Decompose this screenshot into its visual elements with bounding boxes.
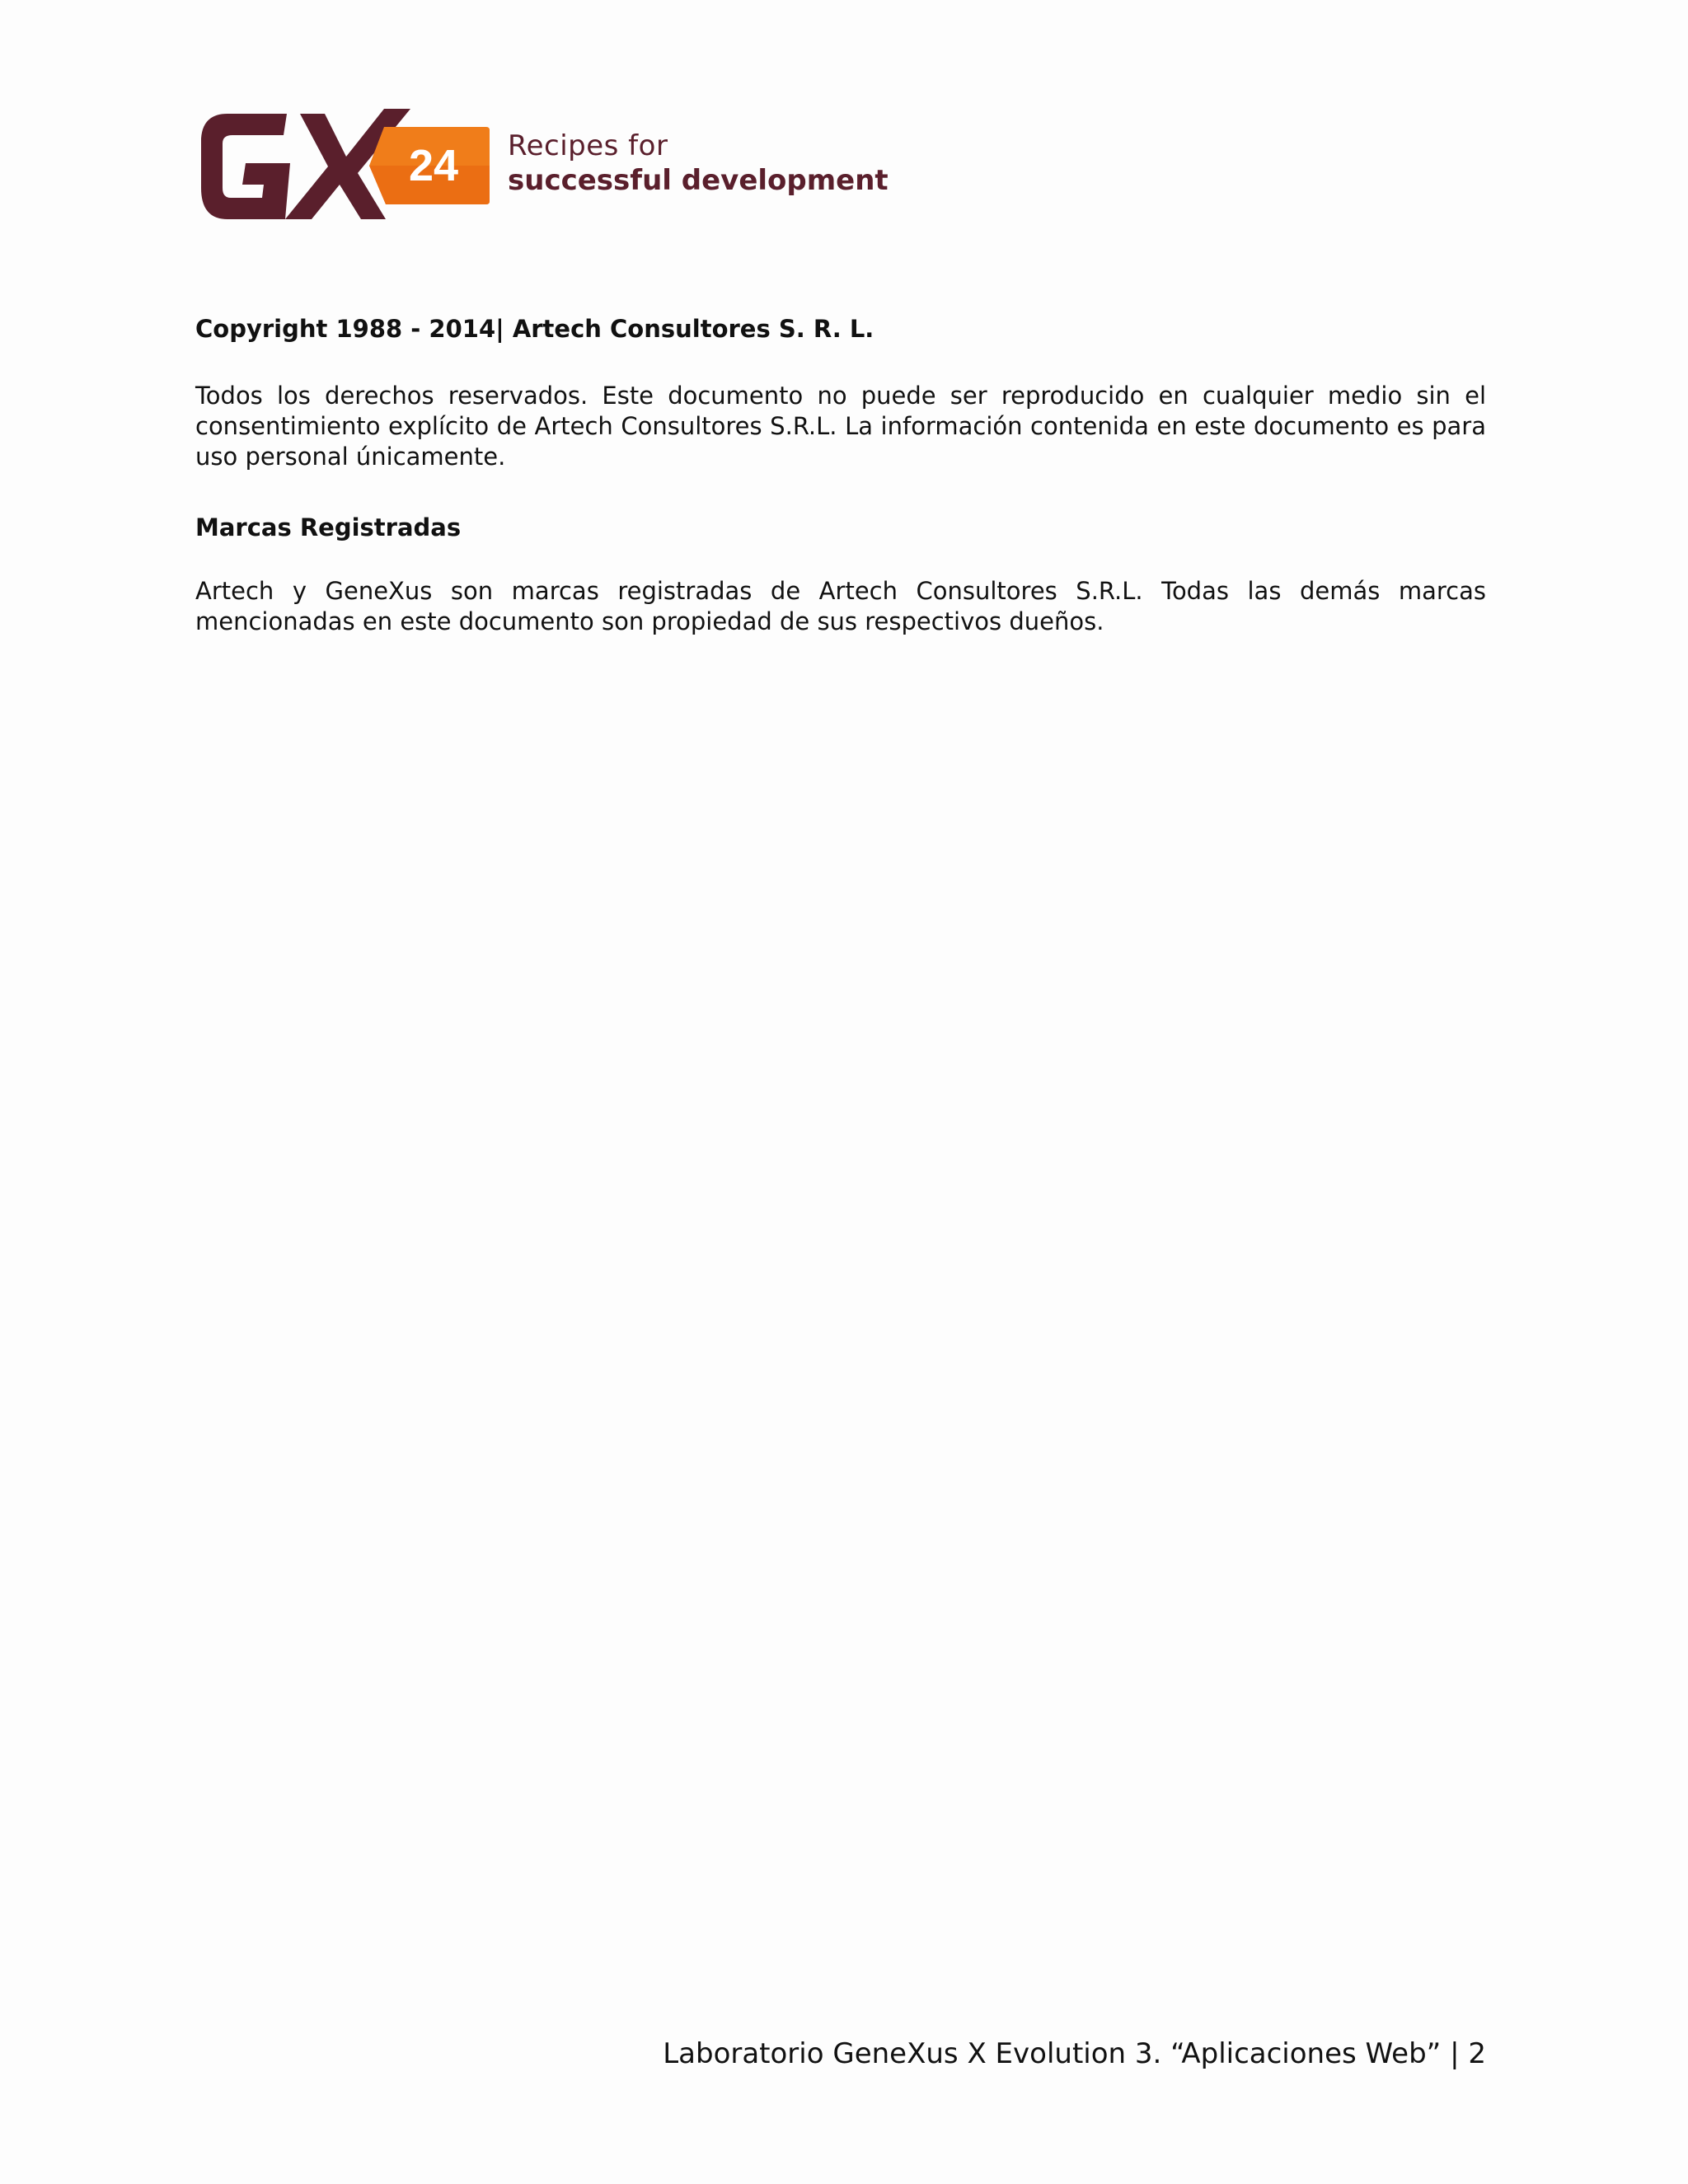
logo-tagline-line2: successful development [508, 164, 889, 197]
rights-paragraph: Todos los derechos reservados. Este documento no puede ser reproducido en cualquier medio sin el consentimiento explícito de Artech Consultores S.R.L. La información contenida en este documento es para uso personal únicamente. [195, 382, 1486, 471]
gx24-logo-mark [195, 105, 491, 229]
logo-badge-number: 24 [408, 141, 459, 190]
logo-tagline [508, 129, 889, 198]
page-footer: Laboratorio GeneXus X Evolution 3. “Aplicaciones Web” | 2 [663, 2037, 1486, 2070]
document-body [195, 310, 1486, 637]
copyright-heading: Copyright 1988 - 2014| Artech Consultores S. R. L. [195, 315, 874, 343]
gx24-logo [195, 105, 889, 229]
logo-tagline-line1: Recipes for [508, 129, 668, 162]
trademarks-paragraph: Artech y GeneXus son marcas registradas de Artech Consultores S.R.L. Todas las demás marcas mencionadas en este documento son propiedad de sus respectivos dueños. [195, 577, 1486, 635]
trademarks-heading: Marcas Registradas [195, 513, 462, 541]
